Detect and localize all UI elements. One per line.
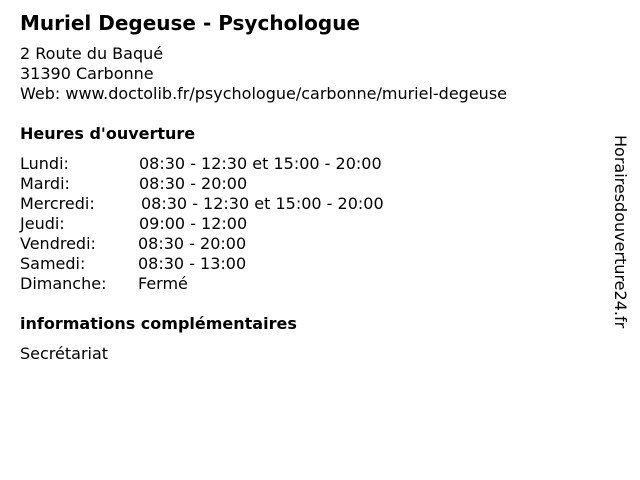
day-label: Vendredi: [20, 234, 96, 253]
day-label: Mardi: [20, 174, 70, 193]
day-label: Jeudi: [20, 214, 65, 233]
time-value: 08:30 - 13:00 [138, 254, 247, 273]
address-block [20, 44, 507, 104]
day-label: Dimanche: [20, 274, 107, 293]
time-value: 09:00 - 12:00 [139, 214, 248, 233]
additional-info-heading: informations complémentaires [20, 314, 297, 333]
address-street: 2 Route du Baqué [20, 44, 164, 63]
website-link[interactable]: Web: www.doctolib.fr/psychologue/carbonne/muriel-degeuse [20, 84, 507, 103]
additional-info-text: Secrétariat [20, 344, 109, 363]
page-title: Muriel Degeuse - Psychologue [20, 11, 361, 35]
time-value: 08:30 - 12:30 et 15:00 - 20:00 [139, 154, 382, 173]
time-value: Fermé [138, 274, 188, 293]
time-value: 08:30 - 20:00 [139, 174, 248, 193]
day-label: Samedi: [20, 254, 86, 273]
day-label: Mercredi: [20, 194, 95, 213]
address-city: 31390 Carbonne [20, 64, 154, 83]
time-value: 08:30 - 20:00 [138, 234, 247, 253]
brand-watermark: Horairesdouverture24.fr [611, 135, 630, 329]
day-label: Lundi: [20, 154, 69, 173]
time-value: 08:30 - 12:30 et 15:00 - 20:00 [141, 194, 384, 213]
opening-hours-heading: Heures d'ouverture [20, 124, 196, 143]
